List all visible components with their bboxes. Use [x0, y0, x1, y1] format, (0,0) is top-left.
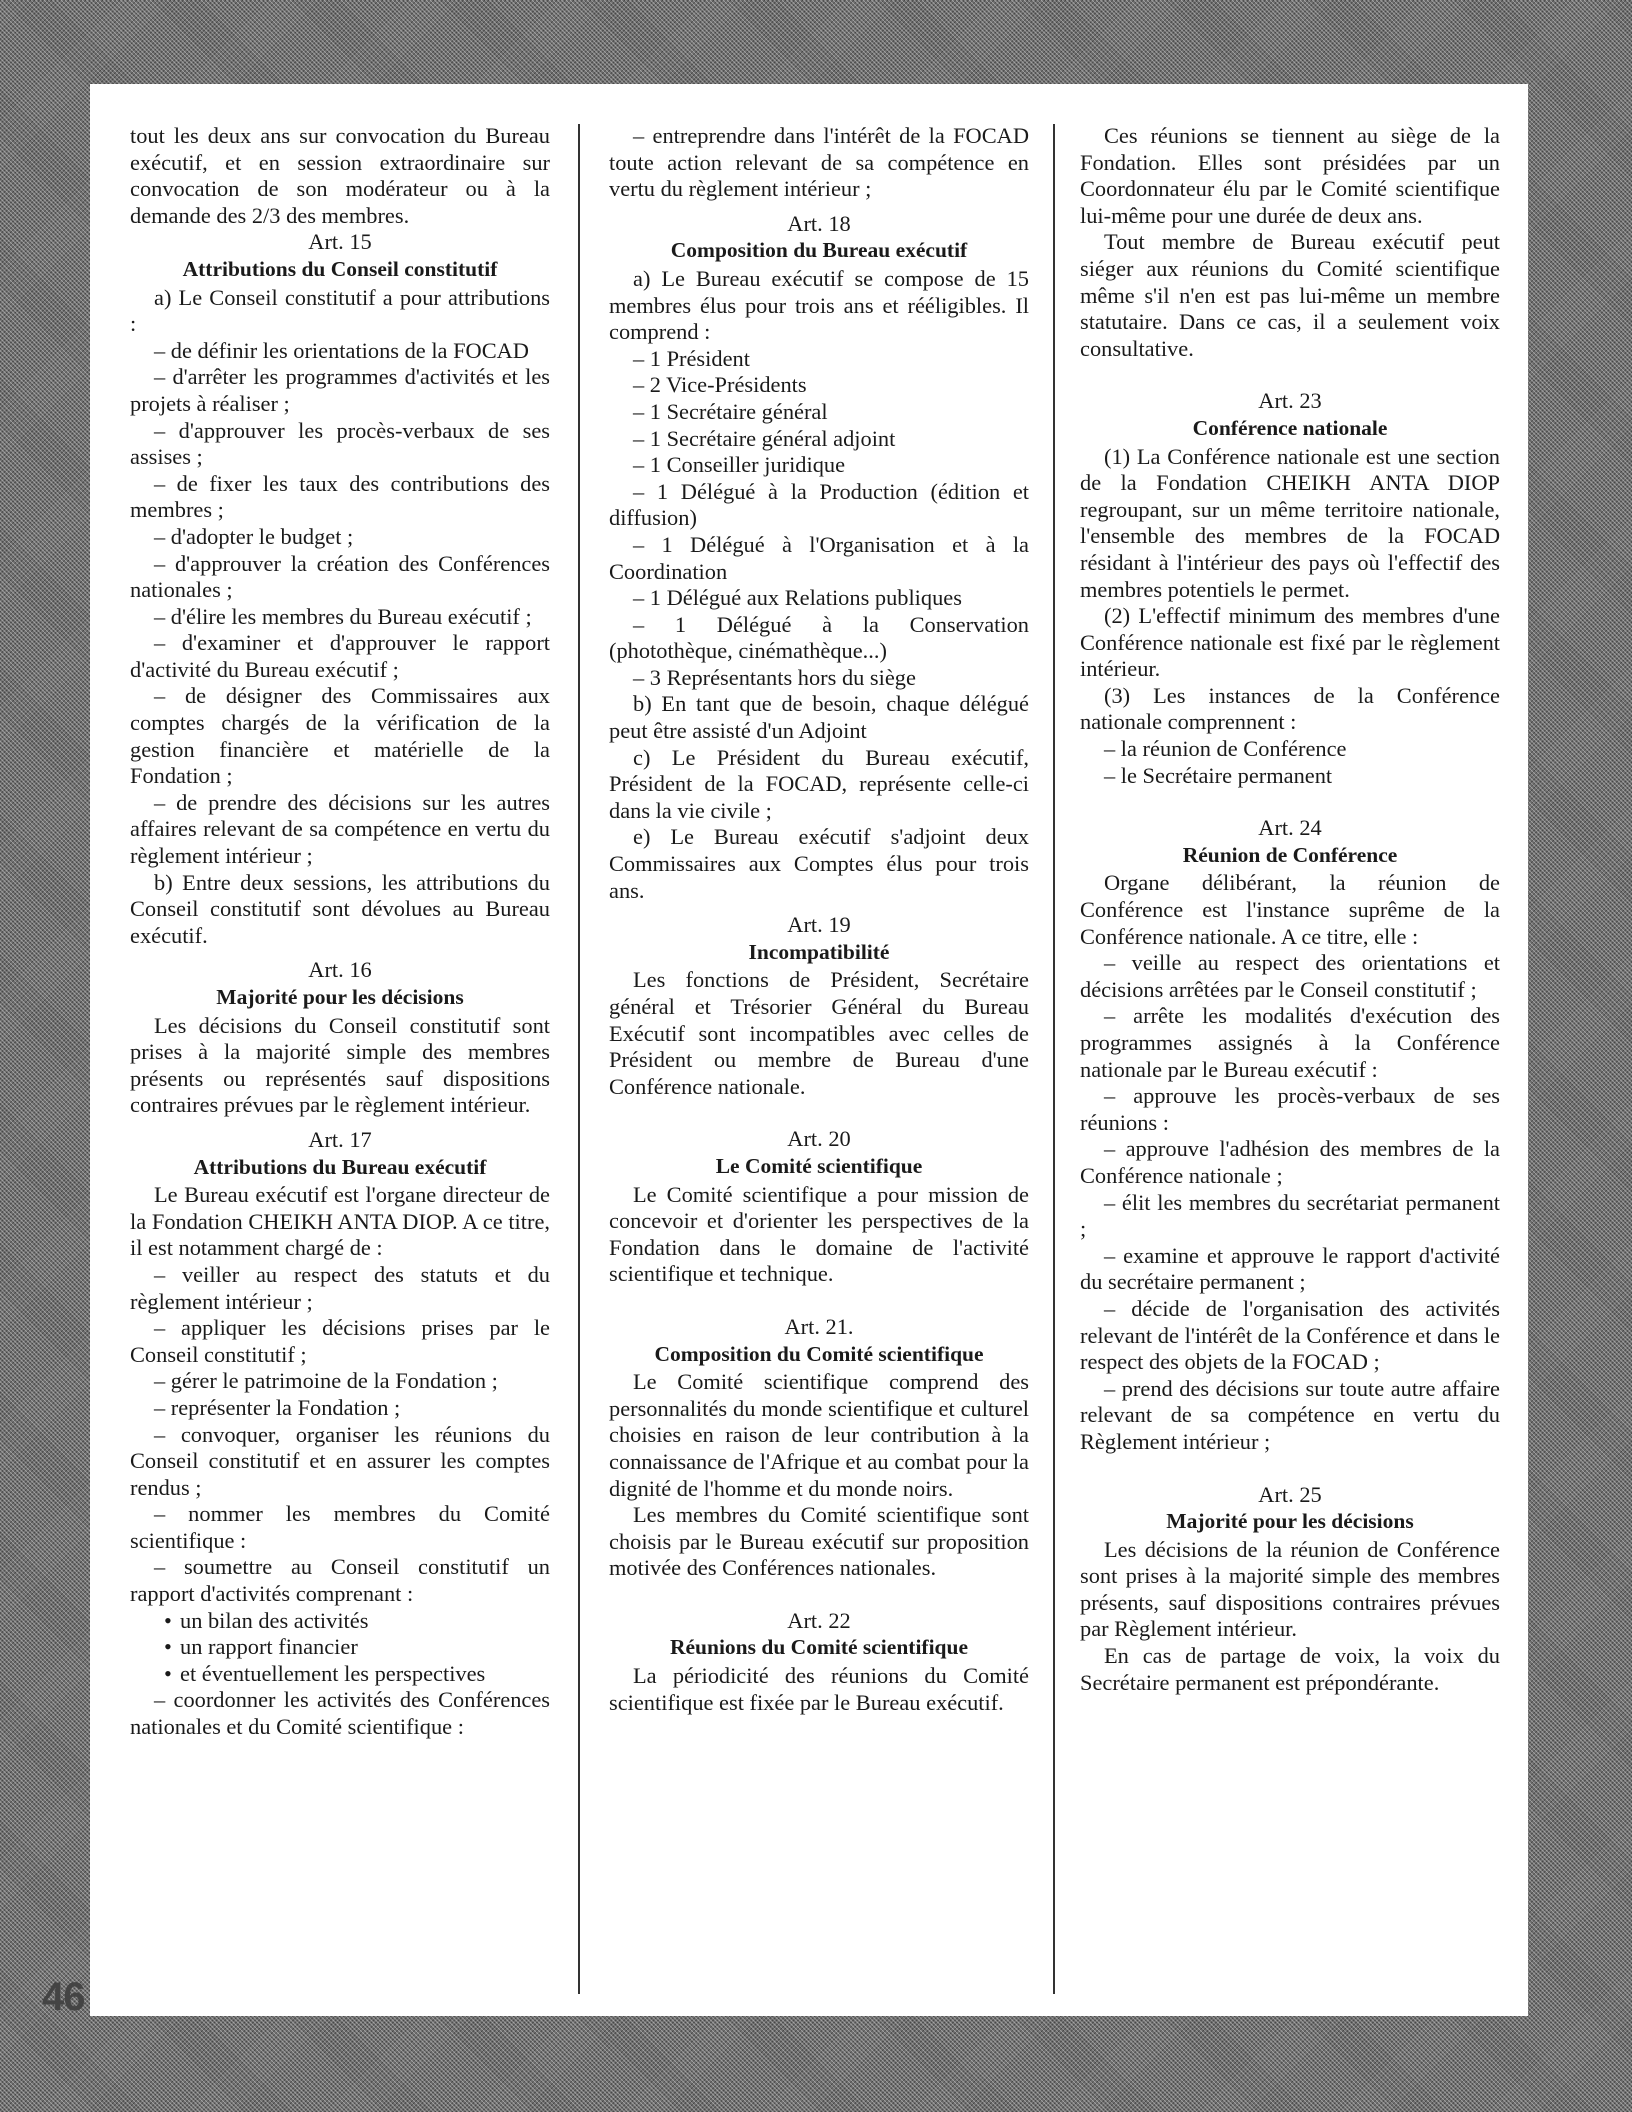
list-item: – prend des décisions sur toute autre affaire relevant de sa compétence en vertu du Règlement intérieur ;: [1080, 1375, 1500, 1454]
paragraph: La périodicité des réunions du Comité scientifique est fixée par le Bureau exécutif.: [609, 1663, 1029, 1715]
list-item: – d'arrêter les programmes d'activités et les projets à réaliser ;: [130, 364, 550, 416]
list-item: – soumettre au Conseil constitutif un rapport d'activités comprenant :: [130, 1554, 550, 1607]
list-item: – approuve les procès-verbaux de ses réunions :: [1080, 1083, 1500, 1135]
paragraph: Le Comité scientifique comprend des personnalités du monde scientifique et culturel choisies en raison de leur contribution à la connaissance de l'Afrique et au combat pour la dignité de l'homme et du monde noirs.: [609, 1369, 1029, 1501]
page-number: 46: [42, 1975, 85, 2019]
column-divider: [578, 124, 580, 1994]
list-item: – 2 Vice-Présidents: [633, 372, 807, 398]
list-item: – 1 Délégué aux Relations publiques: [633, 585, 962, 611]
paragraph: (1) La Conférence nationale est une section de la Fondation CHEIKH ANTA DIOP regroupant, sur un même territoire nationale, l'ensemble des membres de la FOCAD résidant à l'intérieur des pays où l'effectif des membres potentiels le permet.: [1080, 443, 1500, 602]
list-item: – nommer les membres du Comité scientifique :: [130, 1501, 550, 1553]
column-right: [1080, 123, 1500, 1696]
paragraph: (2) L'effectif minimum des membres d'une Conférence nationale est fixé par le règlement intérieur.: [1080, 603, 1500, 682]
article-number: Art. 17: [308, 1126, 372, 1152]
column-left: [130, 123, 550, 1741]
paragraph: Les membres du Comité scientifique sont choisis par le Bureau exécutif sur proposition motivée des Conférences nationales.: [609, 1502, 1029, 1581]
paragraph: Ces réunions se tiennent au siège de la Fondation. Elles sont présidées par un Coordonnateur élu par le Comité scientifique lui-même pour une durée de deux ans.: [1080, 123, 1500, 228]
article-heading: Le Comité scientifique: [715, 1153, 923, 1178]
list-item: – 3 Représentants hors du siège: [633, 664, 916, 690]
article-number: Art. 21.: [784, 1313, 854, 1339]
article-heading: Majorité pour les décisions: [1166, 1509, 1414, 1534]
article-number: Art. 24: [1258, 815, 1322, 841]
article-heading: Réunions du Comité scientifique: [669, 1635, 969, 1660]
list-item: – d'élire les membres du Bureau exécutif ;: [154, 603, 532, 629]
list-item: – d'approuver les procès-verbaux de ses assises ;: [130, 417, 550, 470]
article-heading: Majorité pour les décisions: [216, 985, 464, 1009]
list-item: – d'examiner et d'approuver le rapport d'activité du Bureau exécutif ;: [130, 630, 550, 682]
article-heading: Composition du Comité scientifique: [654, 1341, 984, 1366]
paragraph: a) Le Bureau exécutif se compose de 15 membres élus pour trois ans et rééligibles. Il comprend :: [609, 265, 1029, 345]
bullet-item: • un rapport financier: [130, 1634, 550, 1661]
paragraph: Les décisions du Conseil constitutif sont prises à la majorité simple des membres présents ou représentés sauf dispositions contraires prévues par le règlement intérieur.: [130, 1012, 550, 1118]
article-number: Art. 22: [787, 1607, 851, 1633]
article-number: Art. 20: [787, 1126, 851, 1152]
paragraph: Le Comité scientifique a pour mission de concevoir et d'orienter les perspectives de la Fondation dans le domaine de l'activité scientifique et technique.: [609, 1181, 1029, 1287]
list-item: – 1 Délégué à la Conservation (photothèque, cinémathèque...): [609, 611, 1029, 664]
paragraph: c) Le Président du Bureau exécutif, Président de la FOCAD, représente celle-ci dans la vie civile ;: [609, 744, 1029, 823]
list-item: – gérer le patrimoine de la Fondation ;: [154, 1368, 498, 1394]
article-number: Art. 25: [1258, 1481, 1322, 1507]
list-item: – entreprendre dans l'intérêt de la FOCAD toute action relevant de sa compétence en vertu du règlement intérieur ;: [609, 123, 1029, 202]
list-item: – de prendre des décisions sur les autres affaires relevant de sa compétence en vertu du règlement intérieur ;: [130, 789, 550, 869]
paragraph: Organe délibérant, la réunion de Conférence est l'instance suprême de la Conférence nationale. A ce titre, elle :: [1080, 870, 1500, 949]
article-number: Art. 16: [308, 957, 372, 983]
paragraph: b) Entre deux sessions, les attributions du Conseil constitutif sont dévolues au Bureau exécutif.: [130, 869, 550, 948]
list-item: – de fixer les taux des contributions des membres ;: [130, 470, 550, 523]
column-divider: [1053, 124, 1055, 1994]
document-page: [90, 84, 1528, 2016]
list-item: – approuve l'adhésion des membres de la Conférence nationale ;: [1080, 1136, 1500, 1188]
paragraph: b) En tant que de besoin, chaque délégué peut être assisté d'un Adjoint: [609, 691, 1029, 744]
bullet-item: • un bilan des activités: [130, 1608, 550, 1635]
list-item: – décide de l'organisation des activités relevant de l'intérêt de la Conférence et dans le respect des objets de la FOCAD ;: [1080, 1295, 1500, 1375]
list-item: – d'approuver la création des Conférences nationales ;: [130, 550, 550, 603]
list-item: – 1 Secrétaire général adjoint: [633, 425, 896, 451]
column-middle: [609, 123, 1029, 1716]
article-number: Art. 19: [787, 912, 851, 938]
article-number: Art. 23: [1258, 388, 1322, 414]
article-number: Art. 18: [787, 210, 851, 236]
article-heading: Attributions du Conseil constitutif: [182, 256, 498, 281]
paragraph: tout les deux ans sur convocation du Bureau exécutif, et en session extraordinaire sur convocation de son modérateur ou à la demande des 2/3 des membres.: [130, 123, 550, 228]
article-number: Art. 15: [308, 229, 372, 255]
list-item: – 1 Délégué à l'Organisation et à la Coordination: [609, 531, 1029, 584]
list-item: – le Secrétaire permanent: [1104, 762, 1333, 788]
list-item: – la réunion de Conférence: [1104, 736, 1347, 762]
list-item: – veille au respect des orientations et décisions arrêtées par le Conseil constitutif ;: [1080, 950, 1500, 1002]
list-item: – appliquer les décisions prises par le Conseil constitutif ;: [130, 1315, 550, 1367]
bullet-item: • et éventuellement les perspectives: [130, 1661, 550, 1688]
list-item: – d'adopter le budget ;: [154, 523, 354, 549]
article-heading: Composition du Bureau exécutif: [670, 238, 968, 263]
list-item: – 1 Délégué à la Production (édition et diffusion): [609, 478, 1029, 531]
paragraph: Les fonctions de Président, Secrétaire général et Trésorier Général du Bureau Exécutif sont incompatibles avec celles de Président ou membre de Bureau d'une Conférence nationale.: [609, 967, 1029, 1099]
paragraph: e) Le Bureau exécutif s'adjoint deux Commissaires aux Comptes élus pour trois ans.: [609, 824, 1029, 903]
list-item: – 1 Conseiller juridique: [633, 452, 846, 478]
list-item: – arrête les modalités d'exécution des programmes assignés à la Conférence nationale par le Bureau exécutif :: [1080, 1003, 1500, 1082]
list-item: – de désigner des Commissaires aux comptes chargés de la vérification de la gestion financière et matérielle de la Fondation ;: [130, 683, 550, 789]
list-item: – convoquer, organiser les réunions du Conseil constitutif et en assurer les comptes rendus ;: [130, 1421, 550, 1500]
list-item: – représenter la Fondation ;: [154, 1394, 401, 1420]
article-heading: Incompatibilité: [748, 939, 890, 964]
list-item: – examine et approuve le rapport d'activité du secrétaire permanent ;: [1080, 1242, 1500, 1295]
paragraph: Les décisions de la réunion de Conférence sont prises à la majorité simple des membres présents, sauf dispositions contraires prévues par Règlement intérieur.: [1080, 1536, 1500, 1642]
paragraph: Le Bureau exécutif est l'organe directeur de la Fondation CHEIKH ANTA DIOP. A ce titre, il est notamment chargé de :: [130, 1182, 550, 1261]
list-item: – de définir les orientations de la FOCAD: [154, 337, 529, 363]
paragraph: En cas de partage de voix, la voix du Secrétaire permanent est prépondérante.: [1080, 1643, 1500, 1695]
paragraph: a) Le Conseil constitutif a pour attributions :: [130, 284, 550, 337]
article-heading: Conférence nationale: [1192, 415, 1388, 440]
list-item: – veiller au respect des statuts et du règlement intérieur ;: [130, 1261, 550, 1314]
article-heading: Réunion de Conférence: [1182, 842, 1398, 867]
list-item: – coordonner les activités des Conférences nationales et du Comité scientifique :: [130, 1687, 550, 1740]
list-item: – 1 Secrétaire général: [633, 398, 828, 424]
list-item: – élit les membres du secrétariat permanent ;: [1080, 1189, 1500, 1242]
paragraph: Tout membre de Bureau exécutif peut siéger aux réunions du Comité scientifique même s'il n'en est pas lui-même un membre statutaire. Dans ce cas, il a seulement voix consultative.: [1080, 229, 1500, 361]
paragraph: (3) Les instances de la Conférence nationale comprennent :: [1080, 682, 1500, 735]
article-heading: Attributions du Bureau exécutif: [193, 1154, 487, 1179]
list-item: – 1 Président: [633, 345, 750, 371]
